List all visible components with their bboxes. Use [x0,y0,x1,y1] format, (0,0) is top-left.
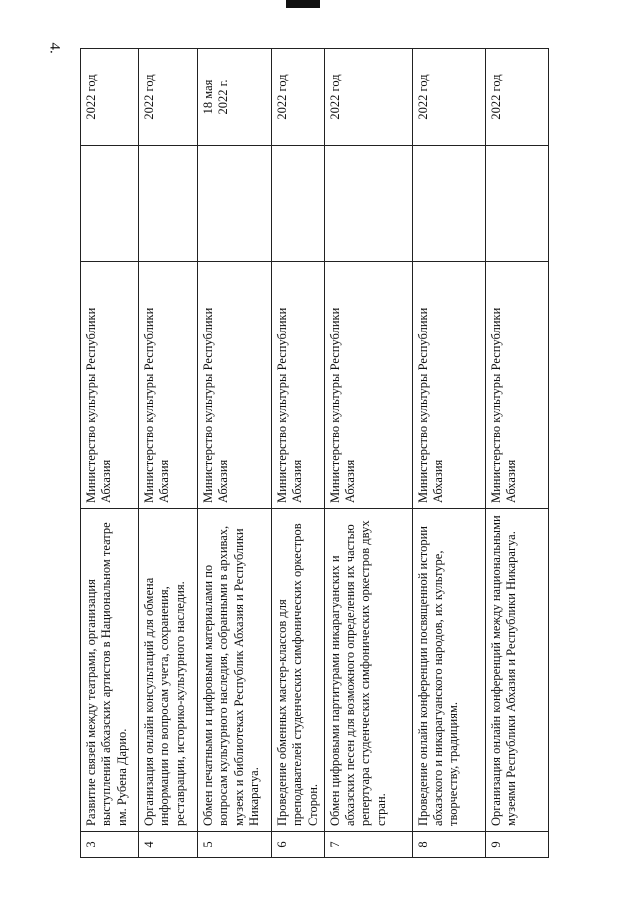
extra-cell [139,146,198,262]
extra-cell [272,146,325,262]
row-number: 9 [485,832,548,858]
extra-cell [324,146,412,262]
date-cell [139,49,198,146]
event-cell: Организация онлайн конференций между национальными музеями Республики Абхазия и Республики Никарагуа. [485,509,548,832]
event-cell: Организация онлайн консультаций для обмена информации по вопросам учета, сохранения, реставрации, историко-культурного наследия. [139,509,198,832]
date-line: 2022 год [327,74,342,120]
date-line: 2022 год [415,74,430,120]
table-row [324,49,412,858]
date-cell [81,49,139,146]
responsible-cell: Министерство культуры Республики Абхазия [272,262,325,509]
date-cell [412,49,485,146]
table-row [198,49,272,858]
scan-mark [286,0,320,8]
page-number: 4. [46,42,63,54]
extra-cell [198,146,272,262]
date-cell [198,49,272,146]
date-line: 2022 год [488,74,503,120]
date-line: 18 мая [201,79,215,115]
event-cell: Обмен печатными и цифровыми материалами по вопросам культурного наследия, собранными в архивах, музеях и библиотеках Республик Абхазия и Республики Никарагуа. [198,509,272,832]
row-number: 4 [139,832,198,858]
responsible-cell: Министерство культуры Республики Абхазия [485,262,548,509]
row-number: 6 [272,832,325,858]
table-row [272,49,325,858]
date-cell [485,49,548,146]
extra-cell [412,146,485,262]
rotated-table-container [80,49,543,858]
event-cell: Проведение онлайн конференции посвященной истории абхазского и никарагуанского народов, их культуре, творчеству, традициям. [412,509,485,832]
events-table [80,48,549,858]
event-cell: Проведение обменных мастер-классов для преподавателей студенческих симфонических оркестров Сторон. [272,509,325,832]
responsible-cell: Министерство культуры Республики Абхазия [198,262,272,509]
responsible-cell: Министерство культуры Республики Абхазия [412,262,485,509]
row-number: 5 [198,832,272,858]
date-cell [324,49,412,146]
event-cell: Обмен цифровыми партитурами никарагуанских и абхазских песен для возможного определения их частью репертуара студенческих симфонических оркестров двух стран. [324,509,412,832]
table-row [485,49,548,858]
date-line: 2022 год [142,74,156,120]
date-cell [272,49,325,146]
date-line: 2022 год [84,74,98,120]
table-row [412,49,485,858]
extra-cell [485,146,548,262]
date-line: 2022 год [275,74,289,120]
responsible-cell: Министерство культуры Республики Абхазия [81,262,139,509]
responsible-cell: Министерство культуры Республики Абхазия [324,262,412,509]
row-number: 3 [81,832,139,858]
row-number: 7 [324,832,412,858]
event-cell: Развитие связей между театрами, организация выступлений абхазских артистов в Национальном театре им. Рубена Дарио. [81,509,139,832]
table-row [139,49,198,858]
extra-cell [81,146,139,262]
table-row [81,49,139,858]
responsible-cell: Министерство культуры Республики Абхазия [139,262,198,509]
row-number: 8 [412,832,485,858]
date-line: 2022 г. [216,79,231,115]
